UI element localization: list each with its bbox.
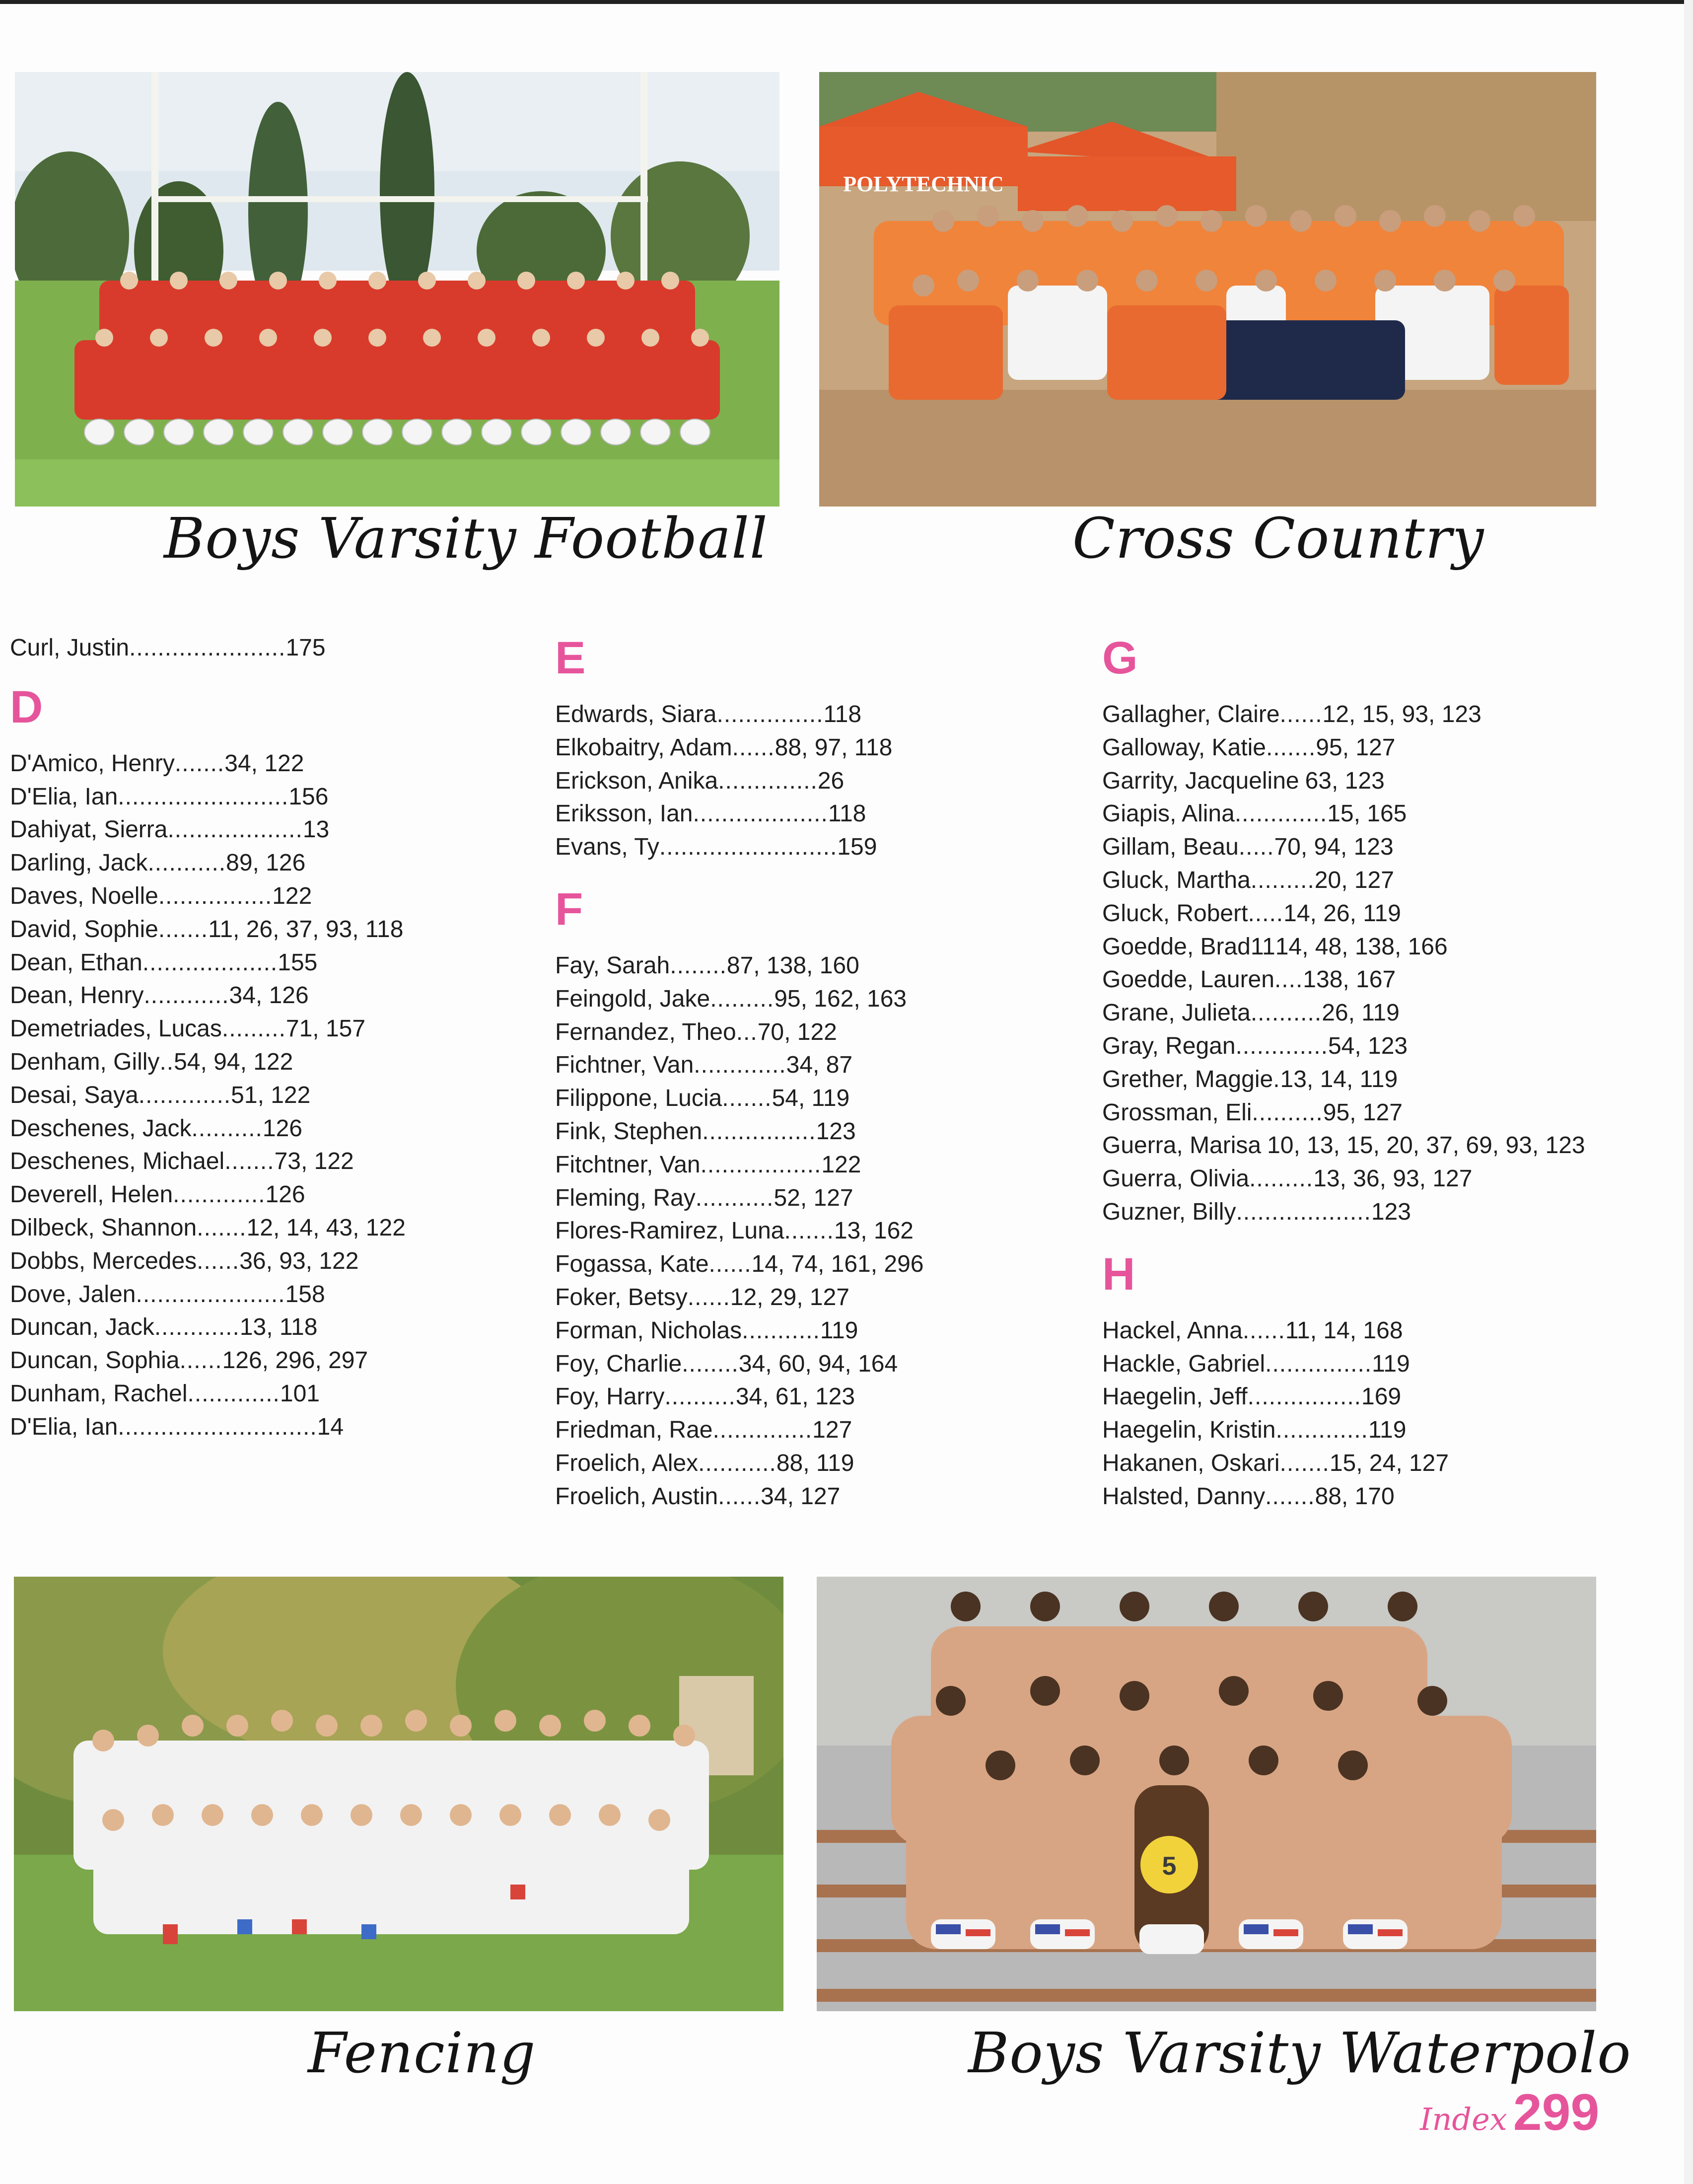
index-entry: Garrity, Jacqueline 63, 123 [1102, 767, 1385, 794]
index-entry: Fay, Sarah ........ 87, 138, 160 [555, 952, 859, 979]
index-entry: Galloway, Katie ....... 95, 127 [1102, 734, 1396, 761]
caption-boys-varsity-football: Boys Varsity Football [164, 507, 768, 571]
index-entry: Darling, Jack ........... 89, 126 [10, 850, 306, 876]
photo-cross-country [819, 72, 1596, 507]
page-folio [1420, 2083, 1599, 2142]
index-entry: Feingold, Jake ......... 95, 162, 163 [555, 985, 907, 1012]
index-entry: Fitchtner, Van ................. 122 [555, 1151, 861, 1178]
index-entry: Grether, Maggie . 13, 14, 119 [1102, 1066, 1398, 1092]
index-entry: Gray, Regan ............. 54, 123 [1102, 1032, 1408, 1059]
index-entry: Deschenes, Jack .......... 126 [10, 1115, 302, 1142]
section-letter-h: H [1102, 1248, 1135, 1300]
index-entry: Deverell, Helen ............. 126 [10, 1181, 305, 1208]
section-g-entries [1102, 698, 1673, 1229]
index-entry: Elkobaitry, Adam ...... 88, 97, 118 [555, 734, 893, 761]
page-edge [1684, 0, 1693, 2184]
index-entry: Dove, Jalen ..................... 158 [10, 1281, 325, 1308]
index-entry: Dahiyat, Sierra ................... 13 [10, 816, 330, 843]
index-entry: Erickson, Anika .............. 26 [555, 767, 845, 794]
index-entry: Hackle, Gabriel ............... 119 [1102, 1350, 1410, 1377]
index-entry: Guerra, Marisa 10, 13, 15, 20, 37, 69, 93, 123 [1102, 1132, 1585, 1159]
index-entry: Guerra, Olivia ......... 13, 36, 93, 127 [1102, 1165, 1473, 1192]
page-number: 299 [1513, 2084, 1600, 2141]
index-entry: Froelich, Alex ........... 88, 119 [555, 1450, 854, 1476]
index-entry: Dean, Ethan ................... 155 [10, 949, 318, 976]
ball-number-text: 5 [1162, 1852, 1177, 1881]
index-entry: Forman, Nicholas ........... 119 [555, 1317, 858, 1344]
caption-cross-country: Cross Country [1072, 507, 1484, 571]
index-column-1 [10, 631, 531, 1444]
index-entry: Duncan, Jack ............ 13, 118 [10, 1314, 318, 1341]
index-column-2 [555, 631, 1081, 1514]
index-column-3 [1102, 631, 1673, 1514]
index-entry: Daves, Noelle ................ 122 [10, 882, 312, 909]
section-f-entries [555, 949, 1081, 1514]
index-entry: Dobbs, Mercedes ...... 36, 93, 122 [10, 1247, 359, 1274]
section-h-entries [1102, 1314, 1673, 1514]
index-entry: D'Elia, Ian ........................ 156 [10, 783, 329, 810]
index-entry: Guzner, Billy ................... 123 [1102, 1198, 1411, 1225]
index-entry: David, Sophie ....... 11, 26, 37, 93, 118 [10, 916, 404, 943]
index-entry: Gluck, Martha ......... 20, 127 [1102, 867, 1394, 893]
index-entry: Goedde, Lauren .... 138, 167 [1102, 966, 1396, 993]
index-entry: Haegelin, Jeff ................ 169 [1102, 1383, 1402, 1410]
index-entry: Fink, Stephen ................ 123 [555, 1118, 856, 1145]
index-entry: Fernandez, Theo ... 70, 122 [555, 1019, 837, 1045]
index-entry: Dunham, Rachel ............. 101 [10, 1380, 320, 1407]
index-entry: Foy, Harry .......... 34, 61, 123 [555, 1383, 855, 1410]
index-entry: D'Amico, Henry ....... 34, 122 [10, 750, 304, 777]
index-entry: Hackel, Anna ...... 11, 14, 168 [1102, 1317, 1403, 1344]
index-entry: Duncan, Sophia ...... 126, 296, 297 [10, 1347, 368, 1374]
section-letter-d: D [10, 681, 43, 732]
index-entry: Dilbeck, Shannon ....... 12, 14, 43, 122 [10, 1214, 406, 1241]
index-entry: Edwards, Siara ............... 118 [555, 701, 862, 728]
section-letter-f: F [555, 883, 583, 935]
photo-boys-varsity-waterpolo [817, 1577, 1596, 2011]
index-entry: Haegelin, Kristin ............. 119 [1102, 1417, 1407, 1444]
tent-banner-text: POLYTECHNIC [843, 172, 1004, 196]
top-border [0, 0, 1693, 4]
index-entry: Dean, Henry ............ 34, 126 [10, 982, 309, 1009]
section-d-entries [10, 747, 531, 1444]
index-entry: Demetriades, Lucas ......... 71, 157 [10, 1016, 366, 1042]
index-entry: Desai, Saya ............. 51, 122 [10, 1082, 311, 1108]
index-entry: Denham, Gilly .. 54, 94, 122 [10, 1048, 293, 1075]
photo-fencing [14, 1577, 783, 2011]
index-entry: Foker, Betsy ...... 12, 29, 127 [555, 1284, 849, 1310]
index-entry: Eriksson, Ian ................... 118 [555, 801, 866, 827]
index-entry: Curl, Justin ...................... 175 [10, 635, 326, 661]
index-entry: Deschenes, Michael ....... 73, 122 [10, 1148, 354, 1175]
index-entry: Gallagher, Claire ...... 12, 15, 93, 123 [1102, 701, 1481, 728]
index-entry: Goedde, Brad11 14, 48, 138, 166 [1102, 933, 1448, 960]
section-e-entries [555, 698, 1081, 864]
index-entry: Grossman, Eli .......... 95, 127 [1102, 1099, 1403, 1126]
caption-fencing: Fencing [308, 2021, 536, 2086]
photo-boys-varsity-football [15, 72, 779, 507]
index-entry: Fleming, Ray ........... 52, 127 [555, 1184, 853, 1211]
caption-boys-varsity-waterpolo: Boys Varsity Waterpolo [968, 2021, 1631, 2086]
index-entry: Fichtner, Van ............. 34, 87 [555, 1052, 853, 1079]
index-entry: Fogassa, Kate ...... 14, 74, 161, 296 [555, 1251, 924, 1278]
index-entry: Halsted, Danny ....... 88, 170 [1102, 1483, 1395, 1510]
index-entry: Evans, Ty ......................... 159 [555, 834, 877, 861]
index-entry: Gillam, Beau ..... 70, 94, 123 [1102, 834, 1394, 861]
index-entry: Hakanen, Oskari ....... 15, 24, 127 [1102, 1450, 1449, 1476]
index-entry: Giapis, Alina ............. 15, 165 [1102, 801, 1407, 827]
index-entry: Froelich, Austin ...... 34, 127 [555, 1483, 841, 1510]
index-entry: Grane, Julieta .......... 26, 119 [1102, 1000, 1400, 1026]
index-entry: Flores-Ramirez, Luna ....... 13, 162 [555, 1218, 914, 1244]
index-entry: Friedman, Rae .............. 127 [555, 1417, 852, 1444]
folio-label: Index [1420, 2101, 1507, 2137]
index-entry: Filippone, Lucia ....... 54, 119 [555, 1085, 850, 1112]
index-entry: Foy, Charlie ........ 34, 60, 94, 164 [555, 1350, 898, 1377]
section-letter-e: E [555, 633, 586, 683]
index-entry: D'Elia, Ian ............................ 14 [10, 1413, 344, 1440]
index-entry: Gluck, Robert ..... 14, 26, 119 [1102, 900, 1401, 927]
section-letter-g: G [1102, 633, 1138, 683]
